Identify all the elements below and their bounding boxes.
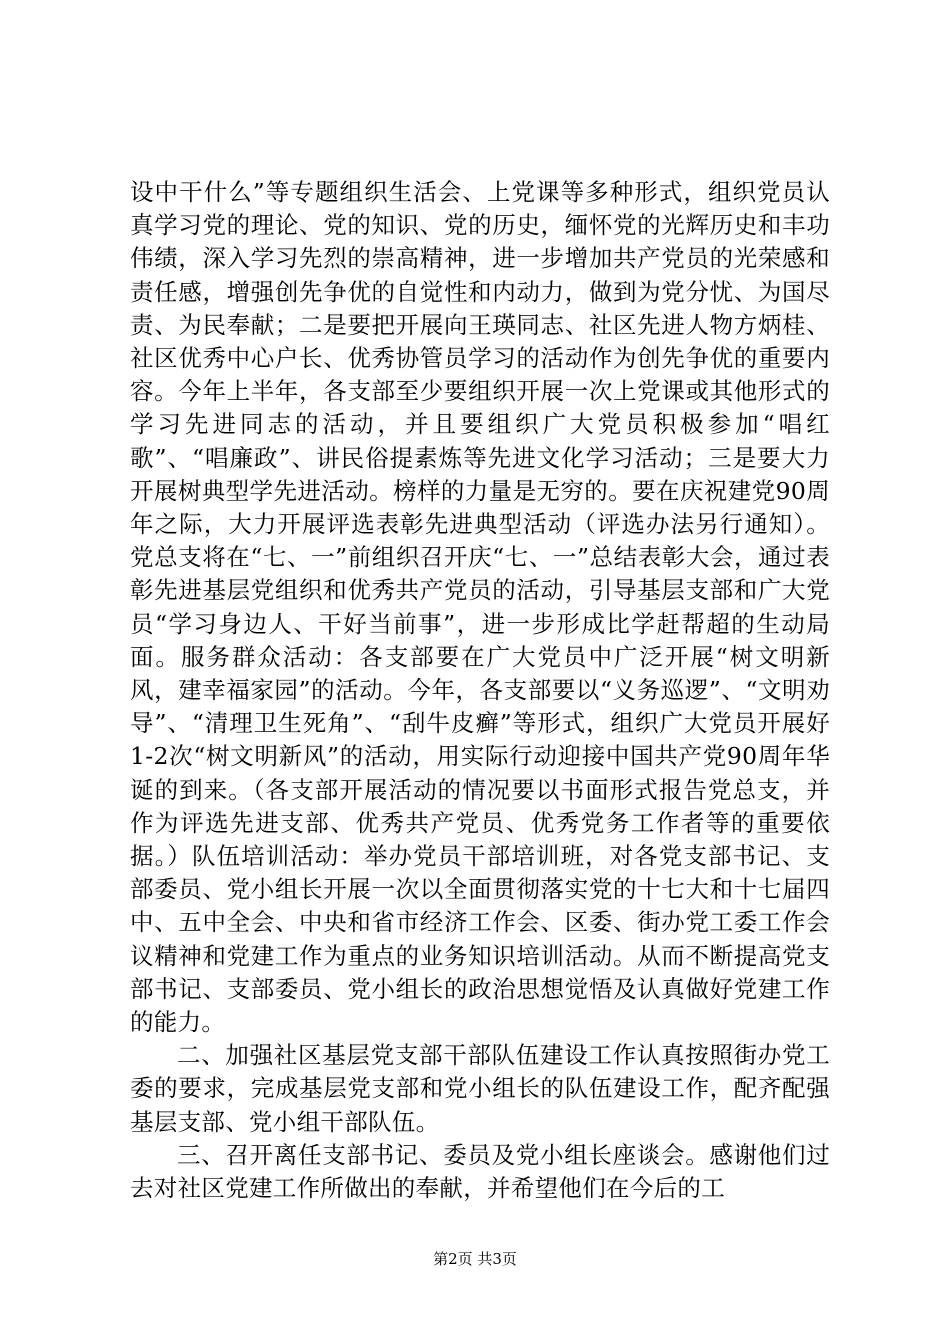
paragraph-continuation: 设中干什么”等专题组织生活会、上党课等多种形式，组织党员认真学习党的理论、党的知识、党的历史，缅怀党的光辉历史和丰功伟绩，深入学习先烈的崇高精神，进一步增加共产党员的光荣感和责任感，增强创先争优的自觉性和内动力，做到为党分忧、为国尽责、为民奉献；二是要把开展向王瑛同志、社区先进人物方炳桂、社区优秀中心户长、优秀协管员学习的活动作为创先争优的重要内容。今年上半年，各支部至少要组织开展一次上党课或其他形式的学习先进同志的活动，并且要组织广大党员积极参加“唱红歌”、“唱廉政”、讲民俗提素炼等先进文化学习活动；三是要大力开展树典型学先进活动。榜样的力量是无穷的。要在庆祝建党90周年之际，大力开展评选表彰先进典型活动（评选办法另行通知）。党总支将在“七、一”前组织召开庆“七、一”总结表彰大会，通过表彰先进基层党组织和优秀共产党员的活动，引导基层支部和广大党员“学习身边人、干好当前事”，进一步形成比学赶帮超的生动局面。服务群众活动：各支部要在广大党员中广泛开展“树文明新风，建幸福家园”的活动。今年，各支部要以“义务巡逻”、“文明劝导”、“清理卫生死角”、“刮牛皮癣”等形式，组织广大党员开展好1-2次“树文明新风”的活动，用实际行动迎接中国共产党90周年华诞的到来。（各支部开展活动的情况要以书面形式报告党总支，并作为评选先进支部、优秀共产党员、优秀党务工作者等的重要依据。）队伍培训活动：举办党员干部培训班，对各党支部书记、支部委员、党小组长开展一次以全面贯彻落实党的十七大和十七届四中、五中全会、中央和省市经济工作会、区委、街办党工委工作会议精神和党建工作为重点的业务知识培训活动。从而不断提高党支部书记、支部委员、党小组长的政治思想觉悟及认真做好党建工作的能力。 <box>130 178 830 1037</box>
document-body <box>130 176 830 1205</box>
page-number-footer: 第2页 共3页 <box>433 1250 517 1268</box>
paragraph-section-two: 二、加强社区基层党支部干部队伍建设工作认真按照街办党工委的要求，完成基层党支部和党小组长的队伍建设工作，配齐配强基层支部、党小组干部队伍。 <box>130 1041 830 1136</box>
paragraph-section-three: 三、召开离任支部书记、委员及党小组长座谈会。感谢他们过去对社区党建工作所做出的奉献，并希望他们在今后的工 <box>130 1140 830 1203</box>
